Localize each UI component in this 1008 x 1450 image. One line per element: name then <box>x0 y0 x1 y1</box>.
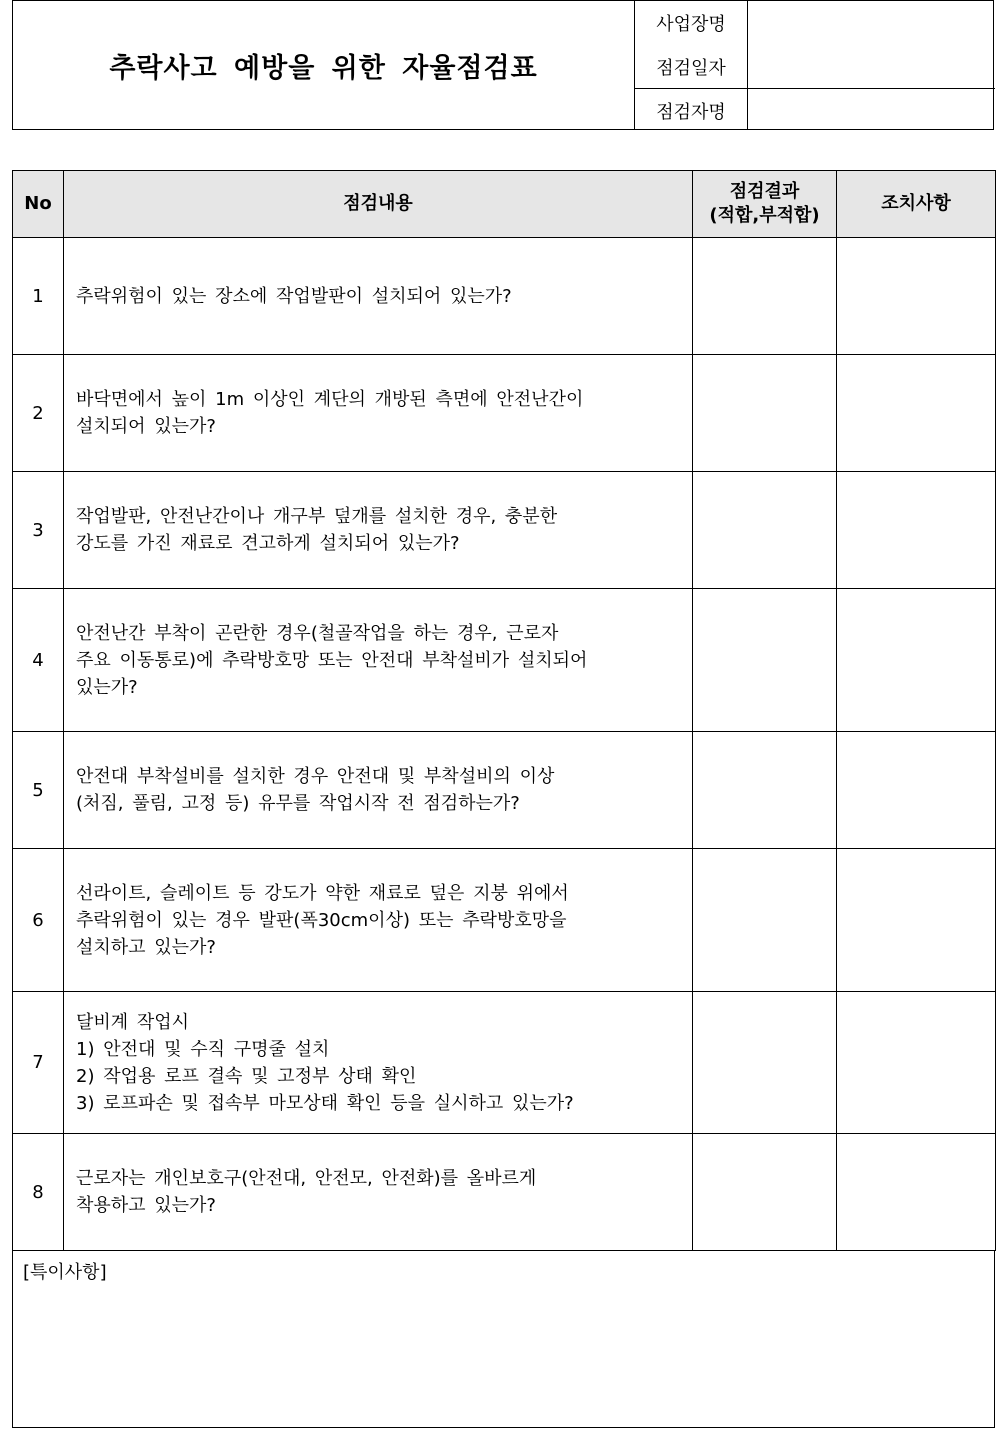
action-cell[interactable] <box>837 589 996 732</box>
header-divider <box>634 88 995 89</box>
check-item-line: (처짐, 풀림, 고정 등) 유무를 작업시작 전 점검하는가? <box>76 793 520 814</box>
table-row <box>13 589 996 732</box>
column-header-no: No <box>13 171 64 238</box>
workplace-name-field[interactable] <box>748 10 993 31</box>
check-item-content <box>64 992 693 1134</box>
check-item-line: 착용하고 있는가? <box>76 1195 216 1216</box>
table-row <box>13 732 996 849</box>
action-cell[interactable] <box>837 472 996 589</box>
workplace-name-label: 사업장명 <box>656 14 726 35</box>
action-cell[interactable] <box>837 992 996 1134</box>
action-cell[interactable] <box>837 355 996 472</box>
table-row <box>13 992 996 1134</box>
result-cell[interactable] <box>693 992 837 1134</box>
form-header <box>12 0 994 130</box>
table-row <box>13 472 996 589</box>
row-number: 8 <box>13 1134 64 1251</box>
column-header-result-line: 점검결과 <box>729 181 800 202</box>
check-item-line: 설치되어 있는가? <box>76 416 216 437</box>
column-header-content: 점검내용 <box>64 171 693 238</box>
remarks-box[interactable] <box>12 1250 995 1428</box>
check-item-content <box>64 238 693 355</box>
result-cell[interactable] <box>693 355 837 472</box>
table-row <box>13 849 996 992</box>
check-item-line: 추락위험이 있는 장소에 작업발판이 설치되어 있는가? <box>76 285 512 307</box>
check-item-line: 주요 이동통로)에 추락방호망 또는 안전대 부착설비가 설치되어 <box>76 649 588 671</box>
action-cell[interactable] <box>837 1134 996 1251</box>
check-item-line: 선라이트, 슬레이트 등 강도가 약한 재료로 덮은 지붕 위에서 <box>76 882 569 904</box>
check-item-line: 추락위험이 있는 경우 발판(폭30cm이상) 또는 추락방호망을 <box>76 909 567 931</box>
inspection-date-field[interactable] <box>748 54 993 75</box>
check-item-line: 근로자는 개인보호구(안전대, 안전모, 안전화)를 올바르게 <box>76 1168 537 1189</box>
check-item-line: 작업발판, 안전난간이나 개구부 덮개를 설치한 경우, 충분한 <box>76 506 558 527</box>
inspector-name-label: 점검자명 <box>656 102 726 123</box>
check-item-content <box>64 1134 693 1251</box>
page-title: 추락사고 예방을 위한 자율점검표 <box>109 52 538 84</box>
result-cell[interactable] <box>693 238 837 355</box>
result-cell[interactable] <box>693 732 837 849</box>
remarks-label: [특이사항] <box>23 1262 107 1283</box>
check-item-line: 달비계 작업시 <box>76 1011 190 1033</box>
column-header-action: 조치사항 <box>837 171 996 238</box>
row-number: 3 <box>13 472 64 589</box>
check-item-line: 바닥면에서 높이 1m 이상인 계단의 개방된 측면에 안전난간이 <box>76 389 584 410</box>
result-cell[interactable] <box>693 849 837 992</box>
check-item-content <box>64 355 693 472</box>
table-row <box>13 238 996 355</box>
column-header-result-line: (적합,부적합) <box>709 205 820 226</box>
action-cell[interactable] <box>837 849 996 992</box>
row-number: 7 <box>13 992 64 1134</box>
check-item-line: 3) 로프파손 및 접속부 마모상태 확인 등을 실시하고 있는가? <box>76 1092 574 1114</box>
check-item-line: 안전난간 부착이 곤란한 경우(철골작업을 하는 경우, 근로자 <box>76 622 559 644</box>
check-item-line: 2) 작업용 로프 결속 및 고정부 상태 확인 <box>76 1065 417 1087</box>
inspector-name-field[interactable] <box>748 98 993 119</box>
action-cell[interactable] <box>837 238 996 355</box>
check-item-content <box>64 589 693 732</box>
table-row <box>13 1134 996 1251</box>
action-cell[interactable] <box>837 732 996 849</box>
table-header-row <box>13 171 996 238</box>
check-item-line: 강도를 가진 재료로 견고하게 설치되어 있는가? <box>76 533 460 554</box>
row-number: 1 <box>13 238 64 355</box>
result-cell[interactable] <box>693 589 837 732</box>
row-number: 2 <box>13 355 64 472</box>
check-item-line: 있는가? <box>76 676 138 698</box>
column-header-result <box>693 171 837 238</box>
row-number: 6 <box>13 849 64 992</box>
result-cell[interactable] <box>693 472 837 589</box>
inspection-date-label: 점검일자 <box>656 58 726 79</box>
check-item-content <box>64 732 693 849</box>
check-item-line: 1) 안전대 및 수직 구명줄 설치 <box>76 1038 330 1060</box>
check-item-content <box>64 472 693 589</box>
table-row <box>13 355 996 472</box>
row-number: 5 <box>13 732 64 849</box>
check-item-content <box>64 849 693 992</box>
check-item-line: 안전대 부착설비를 설치한 경우 안전대 및 부착설비의 이상 <box>76 766 555 787</box>
row-number: 4 <box>13 589 64 732</box>
checklist-table <box>12 170 996 1251</box>
check-item-line: 설치하고 있는가? <box>76 936 216 958</box>
result-cell[interactable] <box>693 1134 837 1251</box>
